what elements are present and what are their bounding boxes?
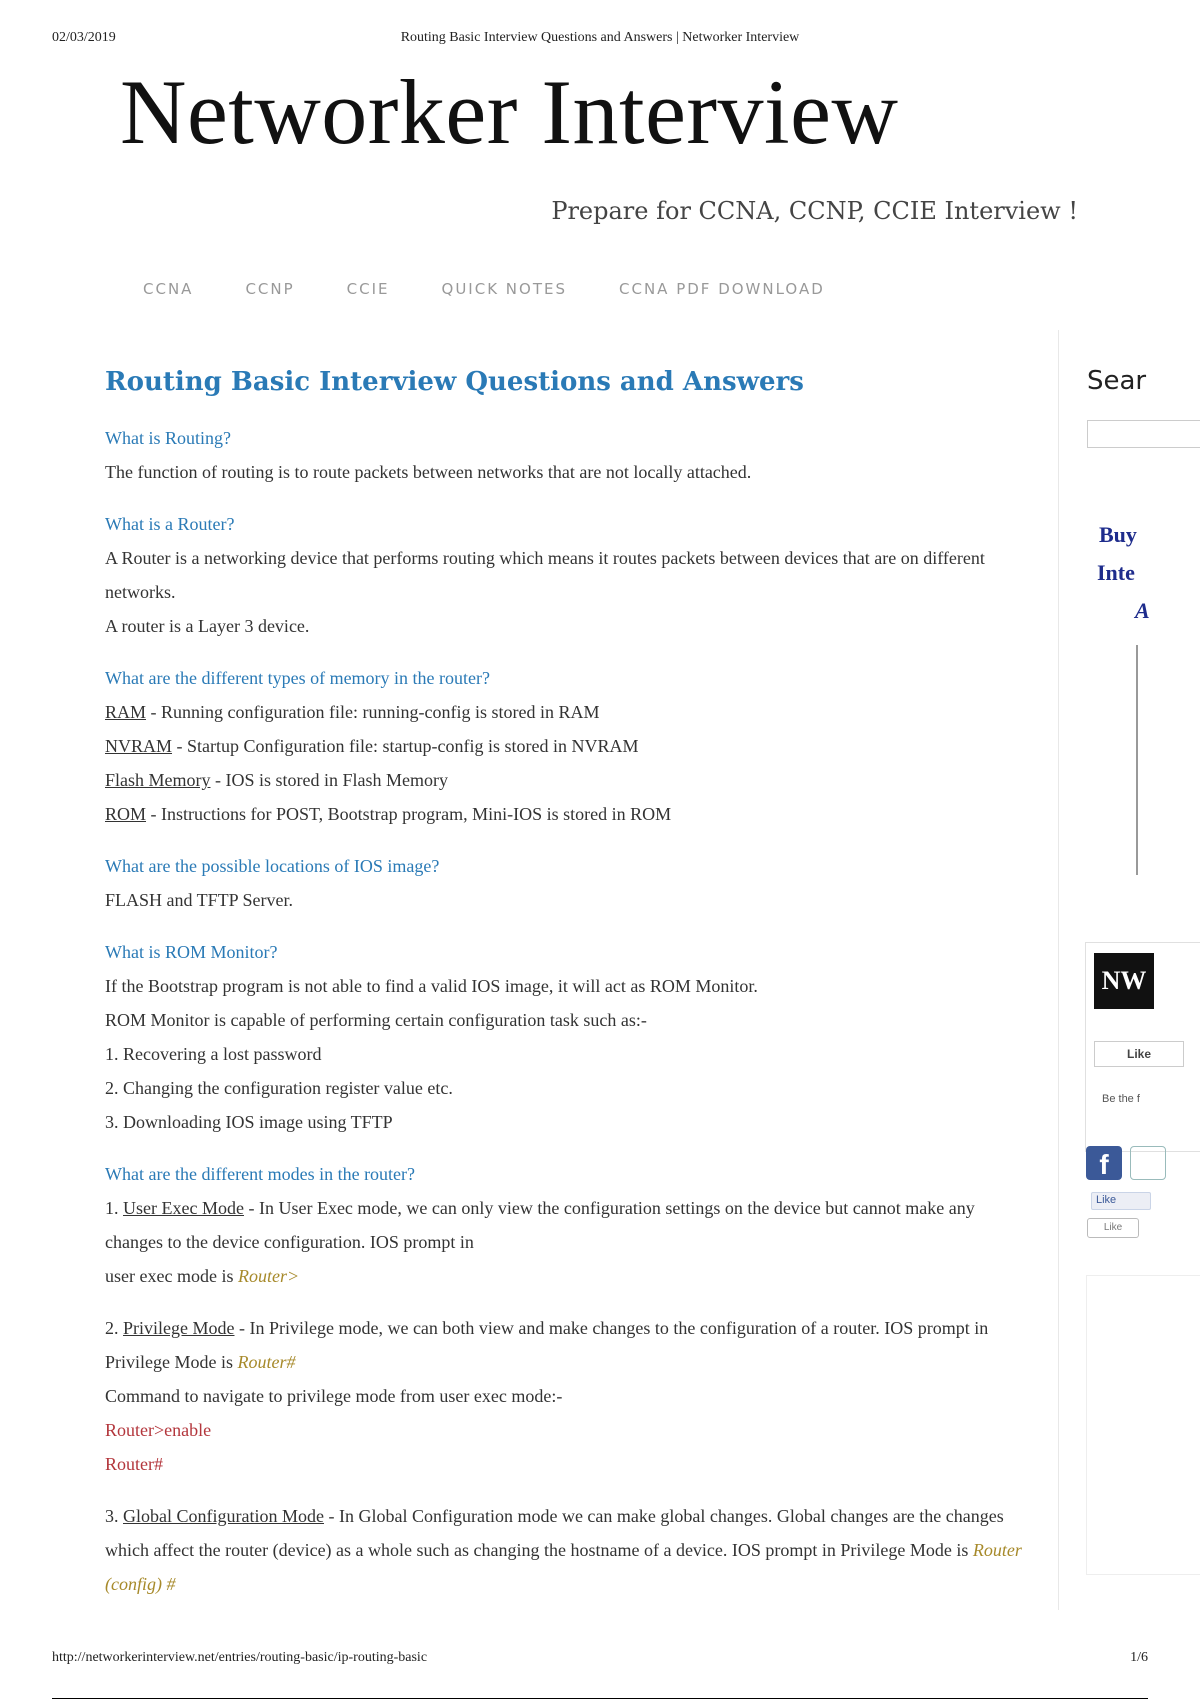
- term-flash-memory: Flash Memory: [105, 770, 211, 790]
- facebook-icon[interactable]: f: [1086, 1146, 1122, 1180]
- term-rom: ROM: [105, 804, 147, 824]
- facebook-page-widget: [1085, 942, 1200, 1152]
- qa-memory-types: [105, 661, 1025, 831]
- term-description: - IOS is stored in Flash Memory: [210, 770, 448, 790]
- sidebar-widget-box: [1086, 1275, 1200, 1575]
- mode-user-exec: [105, 1191, 1025, 1259]
- mode-number: 3.: [105, 1506, 123, 1526]
- mode-description: - In Privilege mode, we can both view and make changes to the configuration of a router. IOS prompt in Privilege Mode is: [105, 1318, 989, 1372]
- mode-number: 2.: [105, 1318, 123, 1338]
- site-tagline: Prepare for CCNA, CCNP, CCIE Interview !: [551, 197, 1078, 225]
- mode-name: Privilege Mode: [123, 1318, 235, 1338]
- nav-item-quick-notes[interactable]: QUICK NOTES: [441, 280, 567, 298]
- list-item: 2. Changing the configuration register value etc.: [105, 1078, 453, 1098]
- list-item: 3. Downloading IOS image using TFTP: [105, 1112, 393, 1132]
- answer-text: A router is a Layer 3 device.: [105, 616, 310, 636]
- nav-item-ccie[interactable]: CCIE: [346, 280, 390, 298]
- page-url: http://networkerinterview.net/entries/routing-basic/ip-routing-basic: [52, 1650, 428, 1665]
- print-page-title: Routing Basic Interview Questions and Answers | Networker Interview: [400, 30, 800, 45]
- mode-prompt-label: user exec mode is: [105, 1266, 238, 1286]
- term-nvram: NVRAM: [105, 736, 173, 756]
- term-description: - Instructions for POST, Bootstrap program, Mini-IOS is stored in ROM: [146, 804, 672, 824]
- answer-text: If the Bootstrap program is not able to find a valid IOS image, it will act as ROM Monitor.: [105, 976, 758, 996]
- sidebar: [1058, 330, 1200, 1610]
- site-title[interactable]: Networker Interview: [120, 61, 899, 163]
- ios-prompt: Router>: [237, 1266, 300, 1286]
- list-item: [105, 729, 1025, 763]
- mode-privilege-block: [105, 1311, 1025, 1481]
- page-number: 1/6: [1130, 1650, 1148, 1665]
- post-content: [105, 365, 1025, 1619]
- mode-global-config-block: [105, 1499, 1025, 1601]
- answer-text: The function of routing is to route packets between networks that are not locally attached.: [105, 462, 752, 482]
- buy-book-link[interactable]: Buy: [1099, 522, 1137, 547]
- book-image-frame: [1136, 645, 1138, 875]
- buy-book-link-line-3[interactable]: A: [1135, 598, 1150, 623]
- question-heading: What is ROM Monitor?: [105, 942, 278, 962]
- term-description: - Running configuration file: running-config is stored in RAM: [146, 702, 600, 722]
- answer-text: ROM Monitor is capable of performing certain configuration task such as:-: [105, 1010, 647, 1030]
- ios-prompt: Router#: [237, 1352, 296, 1372]
- search-input[interactable]: [1087, 420, 1200, 448]
- qa-rom-monitor: [105, 935, 1025, 1139]
- mode-global-config: [105, 1499, 1025, 1601]
- be-first-text: Be the f: [1102, 1093, 1140, 1105]
- facebook-like-button[interactable]: Like: [1091, 1192, 1151, 1210]
- list-item: [105, 695, 1025, 729]
- command-line: Router>enable: [105, 1420, 212, 1440]
- mode-name: User Exec Mode: [123, 1198, 244, 1218]
- mode-privilege: [105, 1311, 1025, 1379]
- main-nav: [143, 280, 877, 298]
- mode-prompt-line: [105, 1259, 1025, 1293]
- mode-description: - In User Exec mode, we can only view the configuration settings on the device but cannot make any changes to the device configuration. IOS prompt in: [105, 1198, 975, 1252]
- nav-item-ccna-pdf-download[interactable]: CCNA PDF DOWNLOAD: [619, 280, 825, 298]
- mode-name: Global Configuration Mode: [123, 1506, 324, 1526]
- mode-description: - In Global Configuration mode we can make global changes. Global changes are the changes which affect the router (device) as a whole such as changing the hostname of a device. IOS prompt in Privilege Mode is: [105, 1506, 1004, 1560]
- nw-logo[interactable]: NW: [1094, 953, 1154, 1009]
- question-heading: What are the different modes in the router?: [105, 1164, 416, 1184]
- search-widget-title: Sear: [1087, 366, 1147, 396]
- question-heading: What are the different types of memory in the router?: [105, 668, 491, 688]
- question-heading: What are the possible locations of IOS image?: [105, 856, 440, 876]
- like-page-button[interactable]: Like: [1094, 1041, 1184, 1067]
- answer-text: A Router is a networking device that performs routing which means it routes packets between devices that are on different networks.: [105, 548, 985, 602]
- nav-item-ccna[interactable]: CCNA: [143, 280, 194, 298]
- post-title[interactable]: Routing Basic Interview Questions and Answers: [105, 367, 804, 397]
- question-heading: What is a Router?: [105, 514, 235, 534]
- qa-ios-locations: [105, 849, 1025, 917]
- answer-text: Command to navigate to privilege mode from user exec mode:-: [105, 1386, 563, 1406]
- term-ram: RAM: [105, 702, 147, 722]
- term-description: - Startup Configuration file: startup-config is stored in NVRAM: [172, 736, 639, 756]
- twitter-icon[interactable]: [1130, 1146, 1166, 1180]
- qa-routing: [105, 421, 1025, 489]
- question-heading: What is Routing?: [105, 428, 231, 448]
- mode-number: 1.: [105, 1198, 123, 1218]
- buy-book-link-line-2[interactable]: Inte: [1097, 560, 1135, 585]
- list-item: [105, 763, 1025, 797]
- print-header: [52, 30, 1148, 50]
- ios-prompt: Router (config) #: [105, 1540, 1022, 1594]
- qa-router-modes: [105, 1157, 1025, 1293]
- command-line: Router#: [105, 1454, 163, 1474]
- print-date: 02/03/2019: [52, 30, 116, 45]
- nav-item-ccnp[interactable]: CCNP: [245, 280, 295, 298]
- answer-text: FLASH and TFTP Server.: [105, 890, 294, 910]
- list-item: [105, 797, 1025, 831]
- bottom-divider: [52, 1698, 1148, 1699]
- qa-router: [105, 507, 1025, 643]
- like-button[interactable]: Like: [1087, 1218, 1139, 1238]
- list-item: 1. Recovering a lost password: [105, 1044, 322, 1064]
